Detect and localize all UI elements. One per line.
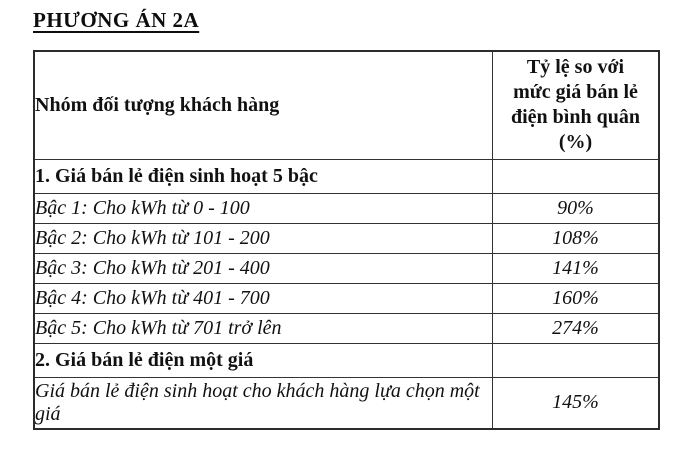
page-title: PHƯƠNG ÁN 2A: [33, 8, 200, 32]
table-row-tier-2: [34, 223, 659, 253]
row-label: Bậc 4: Cho kWh từ 401 - 700: [34, 283, 493, 313]
table-row-tier-1: [34, 193, 659, 223]
table-row-single-price: [34, 377, 659, 429]
row-label: 1. Giá bán lẻ điện sinh hoạt 5 bậc: [34, 159, 493, 193]
row-label: Bậc 1: Cho kWh từ 0 - 100: [34, 193, 493, 223]
row-value: 274%: [493, 313, 660, 343]
row-value: 90%: [493, 193, 660, 223]
column-header-ratio-text: Tỷ lệ so với mức giá bán lẻ điện bình quân (%): [511, 56, 640, 154]
row-label: Giá bán lẻ điện sinh hoạt cho khách hàng lựa chọn một giá: [34, 377, 493, 429]
row-label: 2. Giá bán lẻ điện một giá: [34, 343, 493, 377]
table-row-tier-5: [34, 313, 659, 343]
row-label: Bậc 3: Cho kWh từ 201 - 400: [34, 253, 493, 283]
row-value: 141%: [493, 253, 660, 283]
table-row-tier-4: [34, 283, 659, 313]
row-value: 160%: [493, 283, 660, 313]
row-label: Bậc 5: Cho kWh từ 701 trở lên: [34, 313, 493, 343]
row-value: 108%: [493, 223, 660, 253]
table-row-section-1: [34, 159, 659, 193]
row-value: 145%: [493, 377, 660, 429]
column-header-customer-group: Nhóm đối tượng khách hàng: [34, 51, 493, 159]
table-header-row: [34, 51, 659, 159]
column-header-ratio-percent: [493, 51, 660, 159]
row-value: [493, 343, 660, 377]
table-row-section-2: [34, 343, 659, 377]
table-row-tier-3: [34, 253, 659, 283]
price-table: [33, 50, 660, 430]
row-value: [493, 159, 660, 193]
row-label: Bậc 2: Cho kWh từ 101 - 200: [34, 223, 493, 253]
